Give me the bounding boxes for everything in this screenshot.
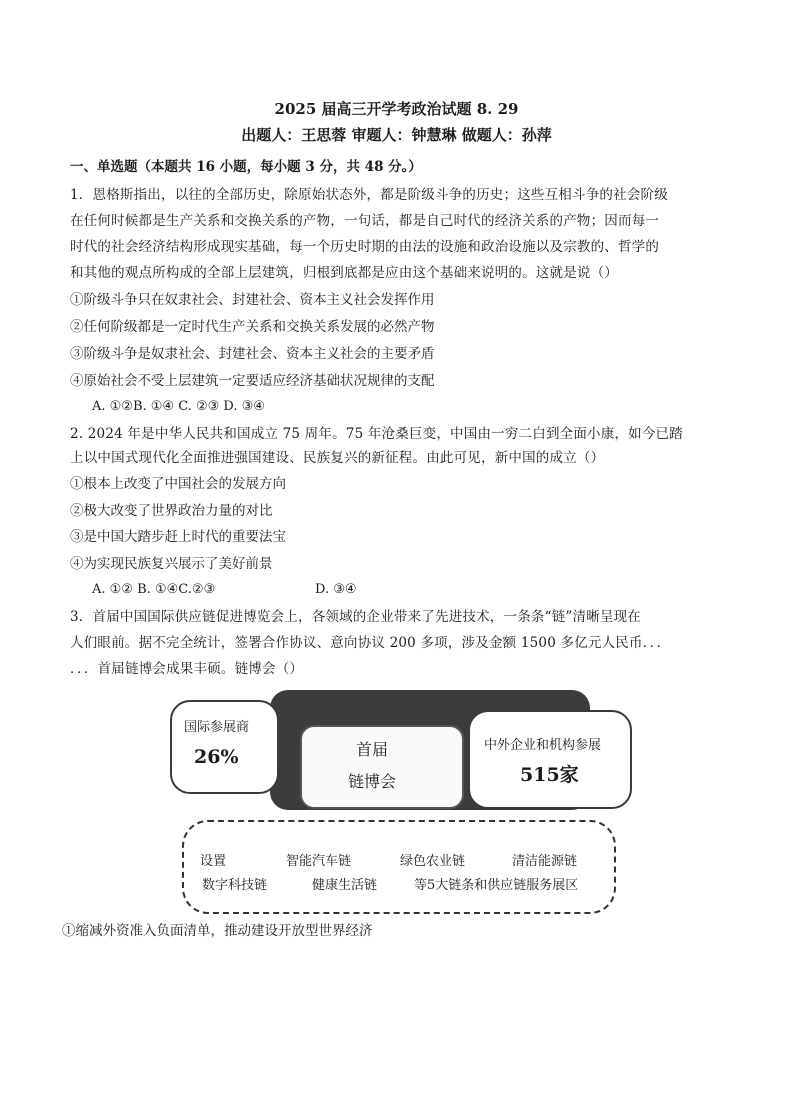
q1-item-1: ①阶级斗争只在奴隶社会、封建社会、资本主义社会发挥作用 — [70, 292, 435, 308]
participant-count-label: 中外企业和机构参展 — [484, 738, 602, 753]
q2-option-d: D. ③④ — [315, 582, 357, 597]
q1-item-4: ④原始社会不受上层建筑一定要适应经济基础状况规律的支配 — [70, 373, 435, 389]
q3-item-1: ①缩减外资准入负面清单，推动建设开放型世界经济 — [62, 923, 373, 939]
q2-item-4: ④为实现民族复兴展示了美好前景 — [70, 556, 273, 572]
chain-list-item: 清洁能源链 — [512, 854, 578, 869]
q1-line-2: 在任何时候都是生产关系和交换关系的产物，一句话，都是自己时代的经济关系的产物；因而每一 — [70, 213, 660, 229]
page-title: 2025 届高三开学考政治试题 8. 29 — [274, 100, 519, 118]
chain-list-item: 等5大链条和供应链服务展区 — [414, 878, 579, 893]
q3-line-3: ．．．首届链博会成果丰硕。链博会（） — [70, 661, 304, 677]
chain-list-item: 数字科技链 — [202, 878, 268, 893]
q3-line-2: 人们眼前。据不完全统计，签署合作协议、意向协议 200 多项，涉及金额 1500 多亿元人民币．．． — [70, 635, 671, 651]
q1-item-3: ③阶级斗争是奴隶社会、封建社会、资本主义社会的主要矛盾 — [70, 346, 435, 362]
expo-infographic — [160, 680, 620, 920]
chain-list-item: 设置 — [200, 854, 227, 869]
chain-list-item: 绿色农业链 — [400, 854, 466, 869]
participant-count-box — [468, 710, 632, 809]
authors-line: 出题人：王思蓉 审题人：钟慧琳 做题人：孙萍 — [241, 126, 552, 144]
exhibitor-share-box — [170, 700, 279, 794]
section-heading: 一、单选题（本题共 16 小题，每小题 3 分，共 48 分。） — [70, 159, 422, 175]
exhibitor-share-value: 26% — [194, 746, 239, 768]
q2-line-1: 2. 2024 年是中华人民共和国成立 75 周年。75 年沧桑巨变，中国由一穷二白到全面小康，如今已踏 — [70, 426, 683, 442]
q2-item-2: ②极大改变了世界政治力量的对比 — [70, 503, 273, 519]
q1-item-2: ②任何阶级都是一定时代生产关系和交换关系发展的必然产物 — [70, 319, 435, 335]
expo-name-line-2: 链博会 — [348, 772, 397, 791]
q1-options: A. ①②B. ①④ C. ②③ D. ③④ — [92, 399, 265, 414]
q2-options-abc: A. ①② B. ①④C.②③ — [92, 582, 216, 597]
q2-line-2: 上以中国式现代化全面推进强国建设、民族复兴的新征程。由此可见，新中国的成立（） — [70, 450, 605, 466]
chain-list-box — [182, 820, 616, 914]
q1-line-4: 和其他的观点所构成的全部上层建筑，归根到底都是应由这个基础来说明的。这就是说（） — [70, 265, 618, 281]
q2-item-3: ③是中国大踏步赶上时代的重要法宝 — [70, 529, 286, 545]
chain-list-item: 智能汽车链 — [286, 854, 352, 869]
q1-line-1: 1．恩格斯指出，以往的全部历史，除原始状态外，都是阶级斗争的历史；这些互相斗争的社会阶级 — [70, 187, 668, 203]
expo-name-line-1: 首届 — [356, 740, 389, 759]
exhibitor-share-label: 国际参展商 — [184, 720, 250, 735]
expo-name-box — [300, 725, 464, 809]
q2-item-1: ①根本上改变了中国社会的发展方向 — [70, 476, 286, 492]
chain-list-item: 健康生活链 — [312, 878, 378, 893]
q1-line-3: 时代的社会经济结构形成现实基础，每一个历史时期的由法的设施和政治设施以及宗教的、哲学的 — [70, 239, 660, 255]
participant-count-value: 515家 — [520, 764, 579, 786]
q3-line-1: 3．首届中国国际供应链促进博览会上，各领域的企业带来了先进技术，一条条“链”清晰呈现在 — [70, 609, 641, 625]
